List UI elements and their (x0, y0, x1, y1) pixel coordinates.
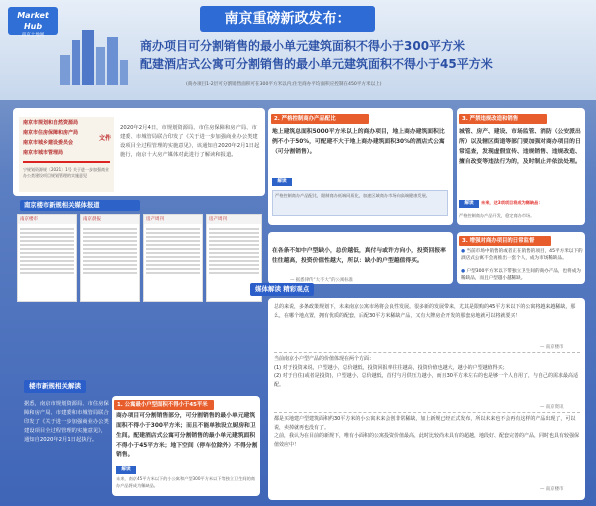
header-area (0, 0, 596, 100)
opinion-author1: — 南京楼市 (540, 345, 564, 350)
thumb-title: 南京楼市 (18, 215, 76, 224)
media-thumb-1[interactable] (17, 214, 77, 302)
interpret-banner: 楼市新规相关解读 (24, 380, 86, 393)
doc-red-rule (23, 161, 110, 163)
opinion-card (268, 298, 585, 500)
interpret-text: 据悉，南京市规划资源局、市住房保障和房产局、市建委和市城管局联合印发了《关于进一步加强商业办公类建设项目全过程管理的实施意见》，通知自2020年2月1日起执行。 (24, 401, 109, 443)
logo-line1: Market Hub (17, 11, 49, 32)
skyline-illustration (60, 25, 130, 85)
policy4-b2: ● 户型300平方米以下带独立卫生间的商办产品，也将成为稀缺品，而且户型越小越稀缺。 (461, 269, 581, 282)
headline-tag: 南京重磅新政发布： (200, 6, 375, 32)
policy3-jiedu-text: 未来，这3项项目将成为稀缺品： (481, 200, 543, 205)
logo-line2: 南京土地网 (21, 33, 45, 39)
policy2-jiedu-text: 严格控制商办产品配比，限制商办低端同质化，加速区域商办市场向高端健康发展。 (275, 193, 430, 198)
media-banner: 南京楼市新规相关媒体报道 (20, 200, 140, 211)
headline-line1: 商办项目可分割销售的最小单元建筑面积不得小于300平方米 (140, 39, 466, 53)
document-image (19, 117, 114, 192)
policy2-jiedu: 解读 (272, 178, 292, 186)
media-thumb-2[interactable] (80, 214, 140, 302)
doc-foot: 宁规划资源规〔2021〕1号 关于进一步加强商业办公类建设项目规划管理的实施意见 (23, 167, 109, 178)
mid-text: 在各条不如中户型缺小，总价越低，真付与或许方向小，投资回报率往往越高，投资价值性越大，所以：缺小的户型越值得买。 (272, 248, 446, 264)
opinion-para3: 都是买地建户型建筑面积约30平方米的小公寓未来会创非常稀缺，加上新规已经正式发布，所以未来也不会再有这样的产品出现了，可以说，卖掉就再也没有了。 之前，我认为在目前的新规下，唯有小面积的公寓投资价值最高，此时比较尚未具有的超越，地段好、配套完善的产品，同时也具有较强保值效应中！ (274, 416, 580, 448)
policy1-jiedu-text: 未来，南京45平方米以下的小公寓和户型300平方米以下等独立卫生间的商办产品将成为稀缺品。 (116, 476, 255, 488)
thumb-title: 房产周刊 (144, 215, 202, 224)
doc-side: 文件 (98, 135, 111, 142)
policy4-title: 3. 增强对商办项目的日常监督 (459, 236, 551, 246)
policy3-jiedu: 解读 (459, 200, 479, 208)
doc-line2: 南京市住房保障和房产局 (23, 130, 79, 136)
policy3-small: 严格控制商办产品开发，稳定商办市场。 (459, 213, 535, 218)
logo (8, 7, 58, 39)
policy2-body: 地上建筑总面积5000平方米以上的商办项目，地上商办建筑面积比例不小于50%，可配建不大于地上商办建筑面积30%的酒店式公寓（可分割销售）。 (272, 129, 445, 155)
mid-foot: — 据悉律传“大不大”的公寓标准 (290, 278, 354, 283)
doc-line1: 南京市规划和自然资源局 (23, 120, 79, 126)
headline-line2: 配建酒店式公寓可分割销售的最小单元建筑面积不得小于45平方米 (140, 57, 493, 71)
policy1-jiedu: 解读 (116, 466, 136, 474)
divider (274, 352, 580, 353)
headline-note: (商办项目1-2层可分割销售面积可在300平方米以内;住宅商办平均面积应控制在450平方米以上) (186, 82, 382, 87)
thumb-title: 房产周刊 (207, 215, 261, 224)
policy1-title: 1. 公寓最小户型面积不得小于45平米 (114, 400, 214, 410)
opinion-author2: — 南京资讯 (540, 405, 564, 410)
media-opinion-banner: 媒体解读 精彩观点 (250, 283, 314, 296)
policy3-title: 3. 严禁违规改造和销售 (459, 114, 547, 124)
policy4-b1: ● 当前市场中销售的或者正在销售的项目，45平方米以下的酒店式公寓不会再推出一套个人，成为市场稀缺品。 (461, 249, 583, 262)
policy1-body: 商办项目可分割销售部分，可分割销售的最小单元建筑面积不得小于300平方米；而且不能单独设立厨房和卫生间。配建酒店式公寓可分割销售的最小单元建筑面积不得小于45平方米；地下空间（停车位除外）不得分割销售。 (116, 413, 258, 459)
policy3-body: 城管、房产、建设、市场监管、消防（公安派出所）以及辖区街道等部门要加强对商办项目的日常巡查，发现虚假宣传、违规销售、违规改造、擅自改变等违法行为的，及时制止并依法处理。 (459, 129, 581, 165)
doc-line4: 南京市城市管理局 (23, 150, 64, 156)
policy2-title: 2. 严格控制商办产品配比 (271, 114, 369, 124)
media-thumb-3[interactable] (143, 214, 203, 302)
policy4-b2-text: 户型300平方米以下带独立卫生间的商办产品，也将成为稀缺品，而且户型越小越稀缺。 (461, 269, 581, 282)
intro-text: 2020年2月4日，市规划资源局、市住房保障和房产局、市建委、市城管局联合印发了《关于进一步加强商业办公类建设项目全过程管理的实施意见》，该通知自2020年2月1日起施行，南京十大房产媒体对此进行了解读和报道。 (120, 125, 260, 158)
opinion-para1: 总的来说，多条政策规划下，未来南京公寓市场将会良性发展。很多新的发展带来，尤其是限购的45平方米以下的公寓将越来越稀缺，那么，在哪个地点置，拥有优质的配套，后配30平方米稀缺产品，又有大牌房企开发的那套房地就可以将就要买！ (274, 304, 576, 319)
opinion-para2: 当前南京小户型产品的价值体现在两个方面： (1) 对于投资来说，户型越小，总价越低，投资回报率往往越高，投资价值也越大，越小的户型越值得买； (2) 对于自住(或者是投资)，户型越小，总价越低，首付与月供压力越小，而且30平方米左右的也是够一个人自用了，与自己的需求最高适配。 (274, 356, 578, 388)
doc-line3: 南京市城乡建设委员会 (23, 140, 74, 146)
policy4-b1-text: 当前市场中销售的或者正在销售的项目，45平方米以下的酒店式公寓不会再推出一套个人，成为市场稀缺品。 (461, 249, 583, 262)
thumb-title: 南京晨报 (81, 215, 139, 224)
opinion-author3: — 南京楼市 (540, 487, 564, 492)
divider (274, 412, 580, 413)
